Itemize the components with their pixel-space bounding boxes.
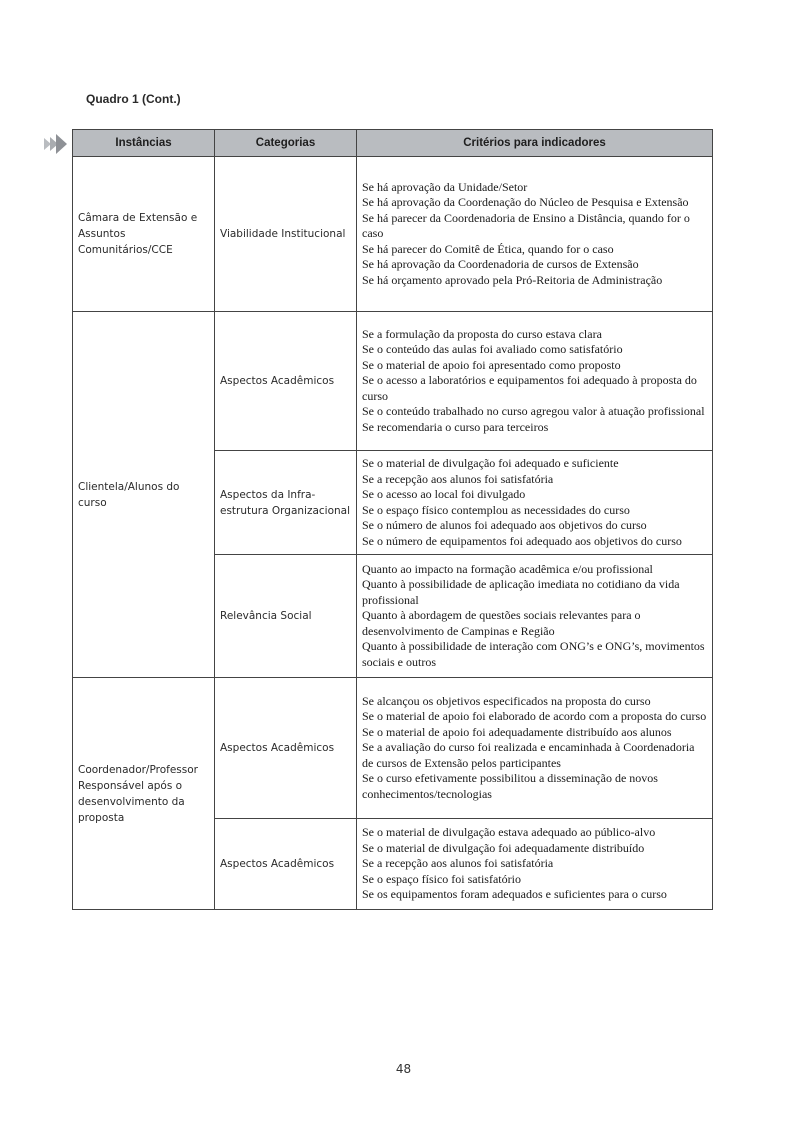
criterio-item: Se recomendaria o curso para terceiros <box>362 419 549 434</box>
criterio-item: Se o acesso ao local foi divulgado <box>362 487 526 501</box>
instancia-cell: Clientela/Alunos do curso <box>73 312 215 678</box>
table-row <box>73 678 713 819</box>
criteria-table <box>72 129 713 910</box>
criterios-cell <box>357 451 713 555</box>
criterio-item: Se há parecer do Comitê de Ética, quando for o caso <box>362 241 614 256</box>
header-criterios: Critérios para indicadores <box>357 130 713 157</box>
instancia-cell: Coordenador/Professor Responsável após o desenvolvimento da proposta <box>73 678 215 910</box>
table-header-row <box>73 130 713 157</box>
criterio-item: Quanto ao impacto na formação acadêmica e/ou profissional <box>362 561 653 576</box>
criterio-item: Se há aprovação da Unidade/Setor <box>362 179 528 194</box>
categoria-cell: Aspectos Acadêmicos <box>215 819 357 910</box>
categoria-cell: Aspectos Acadêmicos <box>215 678 357 819</box>
criterio-item: Quanto à possibilidade de interação com ONG’s e ONG’s, movimentos sociais e outros <box>362 639 705 669</box>
criterio-item: Se a formulação da proposta do curso estava clara <box>362 326 602 341</box>
criterio-item: Se há aprovação da Coordenadoria de cursos de Extensão <box>362 257 639 272</box>
criterio-item: Se o acesso a laboratórios e equipamentos foi adequado à proposta do curso <box>362 373 697 403</box>
categoria-cell: Relevância Social <box>215 555 357 678</box>
criterio-item: Se o material de apoio foi elaborado de acordo com a proposta do curso <box>362 709 707 724</box>
criterios-cell <box>357 678 713 819</box>
criterio-item: Se o material de apoio foi adequadamente distribuído aos alunos <box>362 724 672 739</box>
criterio-item: Quanto à possibilidade de aplicação imediata no cotidiano da vida profissional <box>362 577 680 607</box>
criterio-item: Se a recepção aos alunos foi satisfatória <box>362 856 554 871</box>
categoria-cell: Viabilidade Institucional <box>215 157 357 312</box>
header-instancias: Instâncias <box>73 130 215 157</box>
criterio-item: Se há aprovação da Coordenação do Núcleo de Pesquisa e Extensão <box>362 195 689 210</box>
header-categorias: Categorias <box>215 130 357 157</box>
criterio-item: Se o material de divulgação foi adequadamente distribuído <box>362 840 645 855</box>
criterio-item: Se o material de divulgação foi adequado e suficiente <box>362 456 619 470</box>
table-caption: Quadro 1 (Cont.) <box>86 92 181 106</box>
criterio-item: Se o espaço físico foi satisfatório <box>362 871 521 886</box>
table-row <box>73 157 713 312</box>
instancia-cell: Câmara de Extensão e Assuntos Comunitários/CCE <box>73 157 215 312</box>
criterio-item: Se o conteúdo das aulas foi avaliado como satisfatório <box>362 342 623 357</box>
page-number: 48 <box>395 1062 412 1076</box>
criterios-cell <box>357 819 713 910</box>
table-row <box>73 312 713 451</box>
criterio-item: Se o espaço físico contemplou as necessidades do curso <box>362 502 630 517</box>
criterio-item: Se o número de equipamentos foi adequado aos objetivos do curso <box>362 533 682 548</box>
criterio-item: Se há orçamento aprovado pela Pró-Reitoria de Administração <box>362 272 663 287</box>
criterios-cell <box>357 157 713 312</box>
criterios-cell <box>357 312 713 451</box>
categoria-cell: Aspectos Acadêmicos <box>215 312 357 451</box>
criterio-item: Se alcançou os objetivos especificados na proposta do curso <box>362 693 651 708</box>
criterio-item: Se o curso efetivamente possibilitou a disseminação de novos conhecimentos/tecnologias <box>362 771 658 801</box>
criterio-item: Se o número de alunos foi adequado aos objetivos do curso <box>362 518 647 532</box>
criterio-item: Se há parecer da Coordenadoria de Ensino a Distância, quando for o caso <box>362 210 690 241</box>
criterio-item: Se os equipamentos foram adequados e suficientes para o curso <box>362 887 667 902</box>
criterio-item: Se o conteúdo trabalhado no curso agregou valor à atuação profissional <box>362 404 705 419</box>
criterio-item: Quanto à abordagem de questões sociais relevantes para o desenvolvimento de Campinas e Região <box>362 608 641 638</box>
categoria-cell: Aspectos da Infra-estrutura Organizacional <box>215 451 357 555</box>
criterio-item: Se a avaliação do curso foi realizada e encaminhada à Coordenadoria de cursos de Extensão pelos participantes <box>362 740 695 770</box>
criterio-item: Se o material de apoio foi apresentado como proposto <box>362 357 621 372</box>
criterio-item: Se o material de divulgação estava adequado ao público-alvo <box>362 825 656 840</box>
criterios-cell <box>357 555 713 678</box>
arrow-marker-icon <box>44 134 68 154</box>
criterio-item: Se a recepção aos alunos foi satisfatória <box>362 471 554 486</box>
